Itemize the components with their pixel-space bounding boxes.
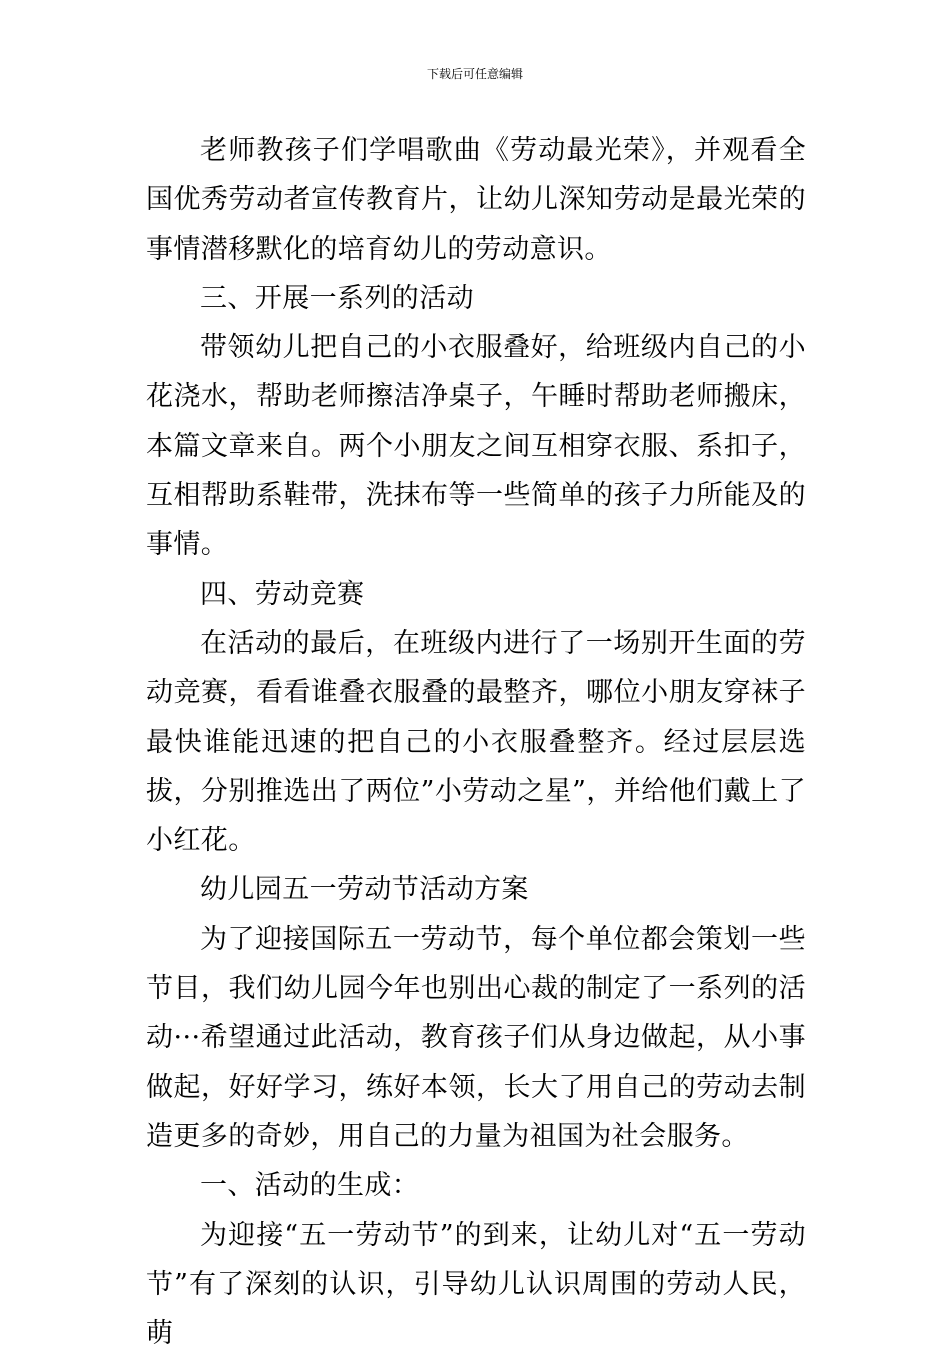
paragraph-daily-chores: 带领幼儿把自己的小衣服叠好，给班级内自己的小花浇水，帮助老师擦洁净桌子，午睡时帮助老师搬床，本篇文章来自。两个小朋友之间互相穿衣服、系扣子，互相帮助系鞋带，洗抹布等一些简单的孩子力所能及的事情。 <box>146 332 806 561</box>
document-subtitle: 幼儿园五一劳动节活动方案 <box>200 874 529 906</box>
paragraph-song-lesson: 老师教孩子们学唱歌曲《劳动最光荣》，并观看全国优秀劳动者宣传教育片，让幼儿深知劳动是最光荣的事情潜移默化的培育幼儿的劳动意识。 <box>146 135 806 265</box>
paragraph-origin: 为迎接“五一劳动节”的到来，让幼儿对“五一劳动节”有了深刻的认识，引导幼儿认识周围的劳动人民，萌 <box>146 1219 806 1350</box>
section-heading-origin: 一、活动的生成： <box>200 1170 420 1202</box>
paragraph-introduction: 为了迎接国际五一劳动节，每个单位都会策划一些节目，我们幼儿园今年也别出心裁的制定了一系列的活动···希望通过此活动，教育孩子们从身边做起，从小事做起，好好学习，练好本领，长大了用自己的劳动去制造更多的奇妙，用自己的力量为祖国为社会服务。 <box>146 923 806 1152</box>
document-body <box>146 126 806 1358</box>
paragraph-competition: 在活动的最后，在班级内进行了一场别开生面的劳动竞赛，看看谁叠衣服叠的最整齐，哪位小朋友穿袜子最快谁能迅速的把自己的小衣服叠整齐。经过层层选拔，分别推选出了两位”小劳动之星”，并给他们戴上了小红花。 <box>146 627 806 857</box>
section-heading-competition: 四、劳动竞赛 <box>200 578 365 610</box>
download-note: 下载后可任意编辑 <box>426 67 523 81</box>
section-heading-activities: 三、开展一系列的活动 <box>200 282 474 314</box>
